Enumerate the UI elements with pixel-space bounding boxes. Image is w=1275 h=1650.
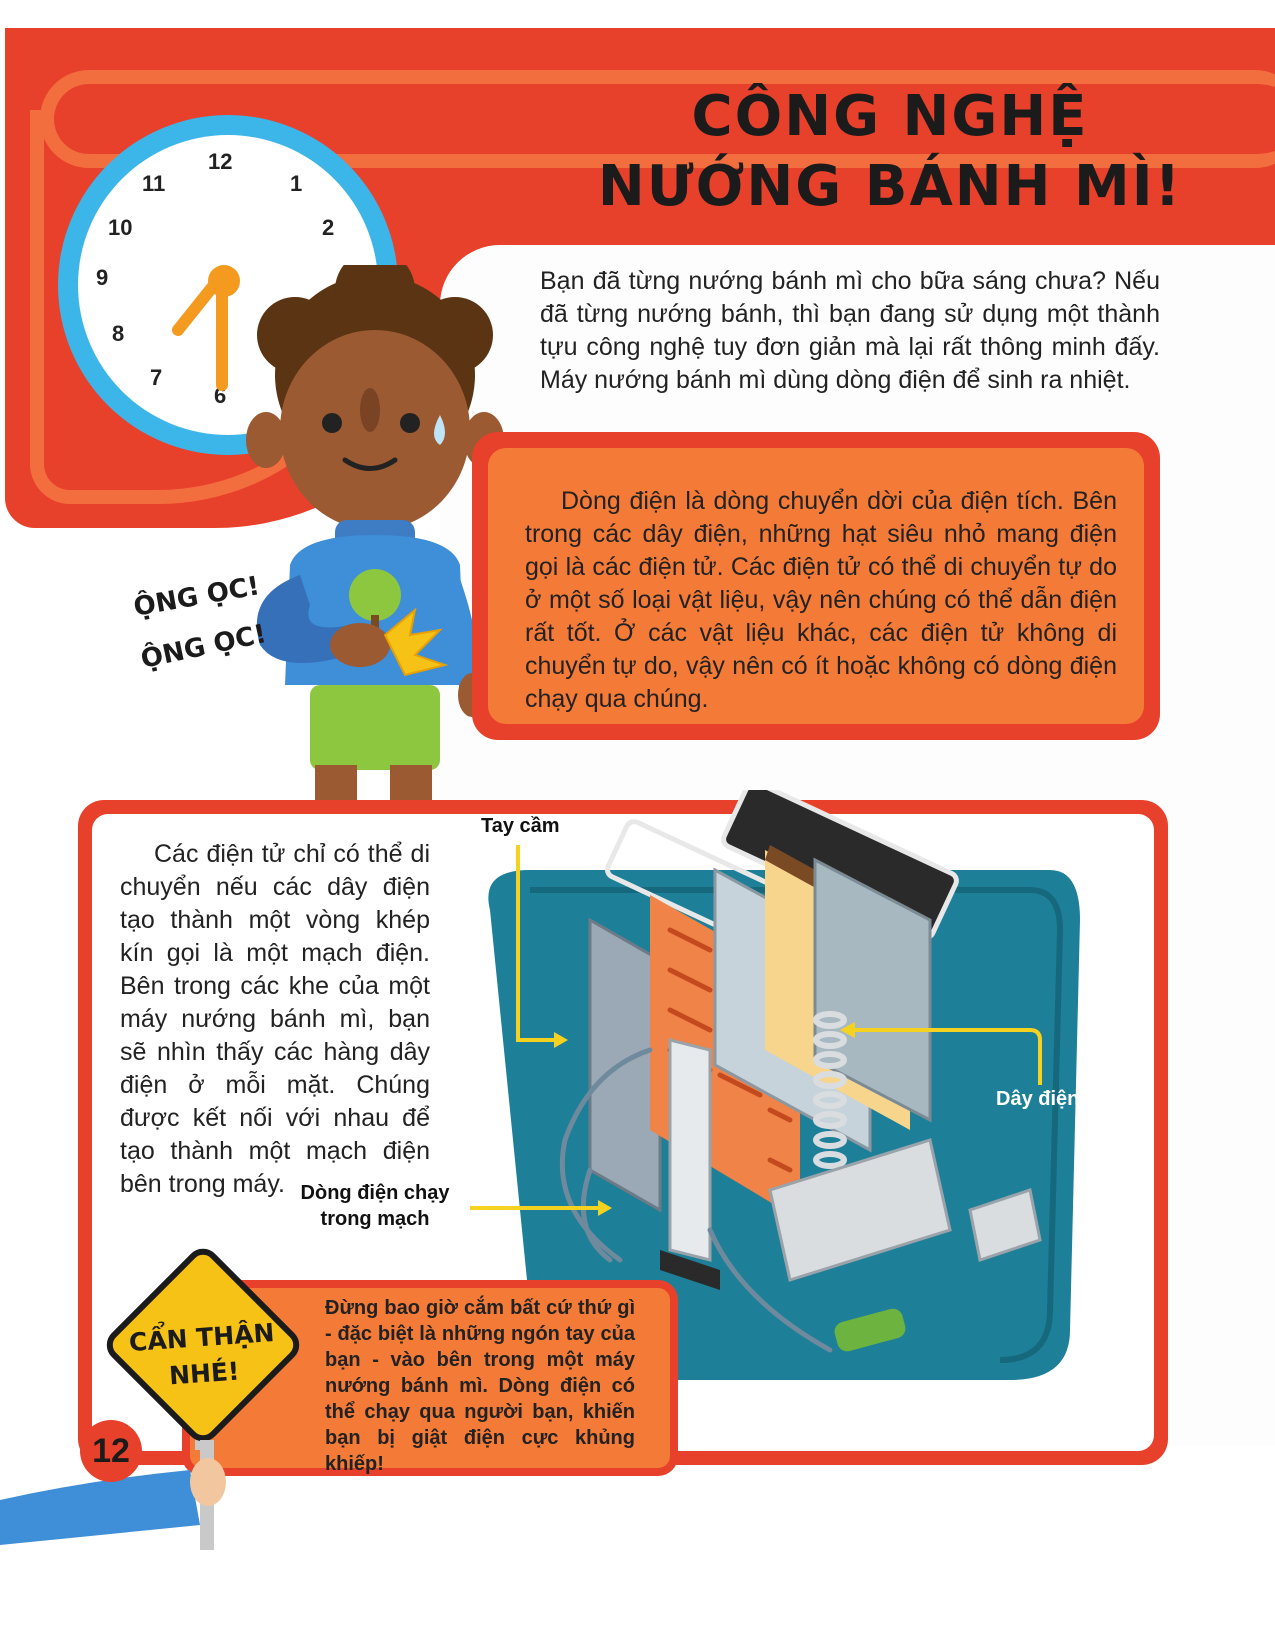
clock-number: 7 xyxy=(150,365,163,390)
clock-number: 10 xyxy=(108,215,133,240)
circuit-paragraph: Các điện tử chỉ có thể di chuyển nếu các dây điện tạo thành một vòng khép kín gọi là một mạch điện. Bên trong các khe của một máy nướng bánh mì, bạn sẽ nhìn thấy các hàng dây điện ở mỗi mặt. Chúng được kết nối với nhau để tạo thành một mạch điện bên trong máy. xyxy=(120,840,430,1198)
caution-sign-text xyxy=(116,1314,291,1398)
warning-text: Đừng bao giờ cắm bất cứ thứ gì - đặc biệt là những ngón tay của bạn - vào bên trong một máy nướng bánh mì. Dòng điện có thể chạy qua người bạn, khiến bạn bị giật điện cực khủng khiếp! xyxy=(325,1297,635,1475)
handle-label: Tay cầm xyxy=(481,815,560,837)
current-label-line-2: trong mạch xyxy=(320,1208,430,1230)
wire-label: Dây điện xyxy=(996,1088,1080,1110)
clock-number: 6 xyxy=(214,383,227,408)
clock-number: 11 xyxy=(142,171,166,196)
boy-illustration-icon xyxy=(240,265,510,805)
current-label-line-1: Dòng điện chạy xyxy=(300,1182,450,1204)
clock-number: 12 xyxy=(208,149,233,174)
page-title xyxy=(520,82,1260,222)
caution-sign-line-1: CẨN THẬN xyxy=(128,1318,276,1358)
electric-current-text: Dòng điện là dòng chuyển dời của điện tích. Bên trong các dây điện, những hạt siêu nhỏ mang điện gọi là các điện tử. Các điện tử có thể di chuyển tự do ở một số loại vật liệu, vậy nên chúng có thể dẫn điện rất tốt. Ở các vật liệu khác, các điện tử không di chuyển tự do, vậy nên có ít hoặc không có dòng điện chạy qua chúng. xyxy=(525,487,1117,713)
clock-number: 2 xyxy=(322,215,335,240)
intro-paragraph: Bạn đã từng nướng bánh mì cho bữa sáng chưa? Nếu đã từng nướng bánh, thì bạn đang sử dụng một thành tựu công nghệ tuy đơn giản mà lại rất thông minh đấy. Máy nướng bánh mì dùng dòng điện để sinh ra nhiệt. xyxy=(540,267,1160,394)
clock-number: 8 xyxy=(112,321,125,346)
caution-sign-line-2: NHÉ! xyxy=(168,1356,241,1391)
sound-effect-text: ỘNG ỌC! xyxy=(131,571,262,623)
sound-effect-text: ỘNG ỌC! xyxy=(138,619,270,675)
page-number: 12 xyxy=(80,1420,142,1482)
current-label xyxy=(290,1180,460,1232)
title-line-1: CÔNG NGHỆ xyxy=(691,84,1089,149)
clock-number: 1 xyxy=(290,171,303,196)
title-line-2: NƯỚNG BÁNH MÌ! xyxy=(597,154,1183,219)
clock-number: 9 xyxy=(96,265,109,290)
